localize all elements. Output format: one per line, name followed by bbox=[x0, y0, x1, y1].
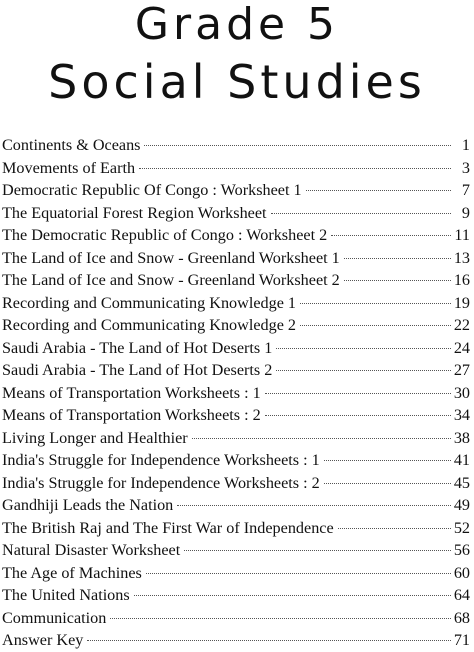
toc-entry-page-number: 60 bbox=[453, 563, 470, 582]
toc-entry-page-number: 9 bbox=[461, 203, 470, 222]
toc-entry bbox=[2, 584, 470, 607]
toc-dot-leader bbox=[265, 393, 451, 394]
toc-dot-leader bbox=[146, 573, 451, 574]
toc-entry bbox=[2, 629, 470, 652]
toc-entry bbox=[2, 269, 470, 292]
toc-entry bbox=[2, 314, 470, 337]
toc-entry bbox=[2, 157, 470, 180]
toc-dot-leader bbox=[344, 280, 451, 281]
toc-entry bbox=[2, 472, 470, 495]
toc-entry-page-number: 49 bbox=[453, 496, 470, 514]
toc-entry-page-number: 41 bbox=[453, 451, 470, 469]
toc-entry-title: The United Nations bbox=[2, 586, 130, 604]
toc-entry bbox=[2, 247, 470, 270]
toc-entry-title: India's Struggle for Independence Worksheets : 1 bbox=[2, 451, 320, 469]
table-of-contents bbox=[2, 134, 470, 652]
toc-entry-page-number: 30 bbox=[453, 383, 470, 402]
toc-entry bbox=[2, 202, 470, 225]
toc-entry-page-number: 3 bbox=[461, 158, 470, 177]
toc-entry-title: Means of Transportation Worksheets : 1 bbox=[2, 383, 261, 402]
toc-dot-leader bbox=[177, 505, 451, 506]
toc-entry-page-number: 56 bbox=[453, 541, 470, 559]
toc-dot-leader bbox=[265, 415, 451, 416]
toc-dot-leader bbox=[144, 145, 451, 146]
toc-dot-leader bbox=[276, 370, 450, 371]
toc-entry-title: Recording and Communicating Knowledge 1 bbox=[2, 293, 297, 312]
toc-dot-leader bbox=[184, 550, 451, 551]
toc-entry bbox=[2, 382, 470, 405]
toc-entry-page-number: 11 bbox=[454, 226, 470, 244]
toc-entry-page-number: 19 bbox=[453, 293, 470, 312]
toc-entry bbox=[2, 449, 470, 472]
toc-entry-title: The Age of Machines bbox=[2, 563, 142, 582]
toc-dot-leader bbox=[331, 235, 451, 236]
toc-entry bbox=[2, 224, 470, 247]
toc-dot-leader bbox=[271, 213, 451, 214]
toc-entry bbox=[2, 517, 470, 540]
toc-entry-title: Gandhiji Leads the Nation bbox=[2, 496, 174, 514]
toc-entry bbox=[2, 494, 470, 517]
toc-entry-title: Means of Transportation Worksheets : 2 bbox=[2, 406, 261, 424]
toc-entry-page-number: 24 bbox=[453, 338, 470, 357]
toc-entry bbox=[2, 292, 470, 315]
toc-entry bbox=[2, 427, 470, 450]
toc-entry-page-number: 68 bbox=[453, 608, 470, 627]
toc-entry-title: Natural Disaster Worksheet bbox=[2, 541, 181, 559]
toc-entry bbox=[2, 404, 470, 427]
toc-entry bbox=[2, 539, 470, 562]
toc-entry bbox=[2, 337, 470, 360]
toc-entry-page-number: 13 bbox=[453, 248, 470, 267]
toc-entry-title: The Democratic Republic of Congo : Worksheet 2 bbox=[2, 226, 328, 244]
toc-entry-title: Saudi Arabia - The Land of Hot Deserts 1 bbox=[2, 338, 273, 357]
toc-entry-page-number: 27 bbox=[453, 361, 470, 379]
toc-entry-page-number: 34 bbox=[453, 406, 470, 424]
toc-entry-title: The Land of Ice and Snow - Greenland Worksheet 2 bbox=[2, 271, 340, 289]
toc-entry-title: Democratic Republic Of Congo : Worksheet 1 bbox=[2, 181, 302, 199]
toc-entry bbox=[2, 607, 470, 630]
toc-dot-leader bbox=[344, 258, 451, 259]
toc-entry bbox=[2, 179, 470, 202]
toc-entry-title: Recording and Communicating Knowledge 2 bbox=[2, 316, 297, 334]
toc-dot-leader bbox=[139, 168, 451, 169]
toc-entry-title: Living Longer and Healthier bbox=[2, 428, 188, 447]
toc-dot-leader bbox=[300, 325, 451, 326]
toc-entry-page-number: 45 bbox=[453, 473, 470, 492]
toc-entry-page-number: 38 bbox=[453, 428, 470, 447]
toc-entry bbox=[2, 134, 470, 157]
toc-dot-leader bbox=[87, 640, 450, 641]
toc-dot-leader bbox=[192, 438, 451, 439]
toc-entry-title: Answer Key bbox=[2, 631, 84, 649]
toc-dot-leader bbox=[324, 483, 451, 484]
toc-entry-page-number: 16 bbox=[453, 271, 470, 289]
toc-dot-leader bbox=[306, 190, 451, 191]
toc-entry bbox=[2, 562, 470, 585]
toc-dot-leader bbox=[300, 303, 451, 304]
toc-dot-leader bbox=[338, 528, 451, 529]
toc-entry-title: Communication bbox=[2, 608, 107, 627]
page-title-line-1: Grade 5 bbox=[134, 0, 340, 50]
toc-entry-page-number: 71 bbox=[453, 631, 470, 649]
toc-dot-leader bbox=[276, 348, 450, 349]
toc-entry-title: Continents & Oceans bbox=[2, 136, 141, 154]
toc-entry-title: The Equatorial Forest Region Worksheet bbox=[2, 203, 267, 222]
toc-entry-page-number: 52 bbox=[453, 518, 470, 537]
toc-entry-title: The British Raj and The First War of Independence bbox=[2, 518, 334, 537]
page-title-line-2: Social Studies bbox=[48, 55, 426, 109]
toc-entry-page-number: 7 bbox=[461, 181, 470, 199]
toc-dot-leader bbox=[134, 595, 451, 596]
toc-entry-page-number: 22 bbox=[453, 316, 470, 334]
toc-entry-title: Saudi Arabia - The Land of Hot Deserts 2 bbox=[2, 361, 273, 379]
toc-entry-title: Movements of Earth bbox=[2, 158, 136, 177]
toc-dot-leader bbox=[324, 460, 451, 461]
toc-entry bbox=[2, 359, 470, 382]
toc-dot-leader bbox=[110, 618, 451, 619]
toc-entry-page-number: 1 bbox=[461, 136, 470, 154]
toc-entry-page-number: 64 bbox=[453, 586, 470, 604]
toc-entry-title: India's Struggle for Independence Worksheets : 2 bbox=[2, 473, 320, 492]
toc-entry-title: The Land of Ice and Snow - Greenland Worksheet 1 bbox=[2, 248, 340, 267]
